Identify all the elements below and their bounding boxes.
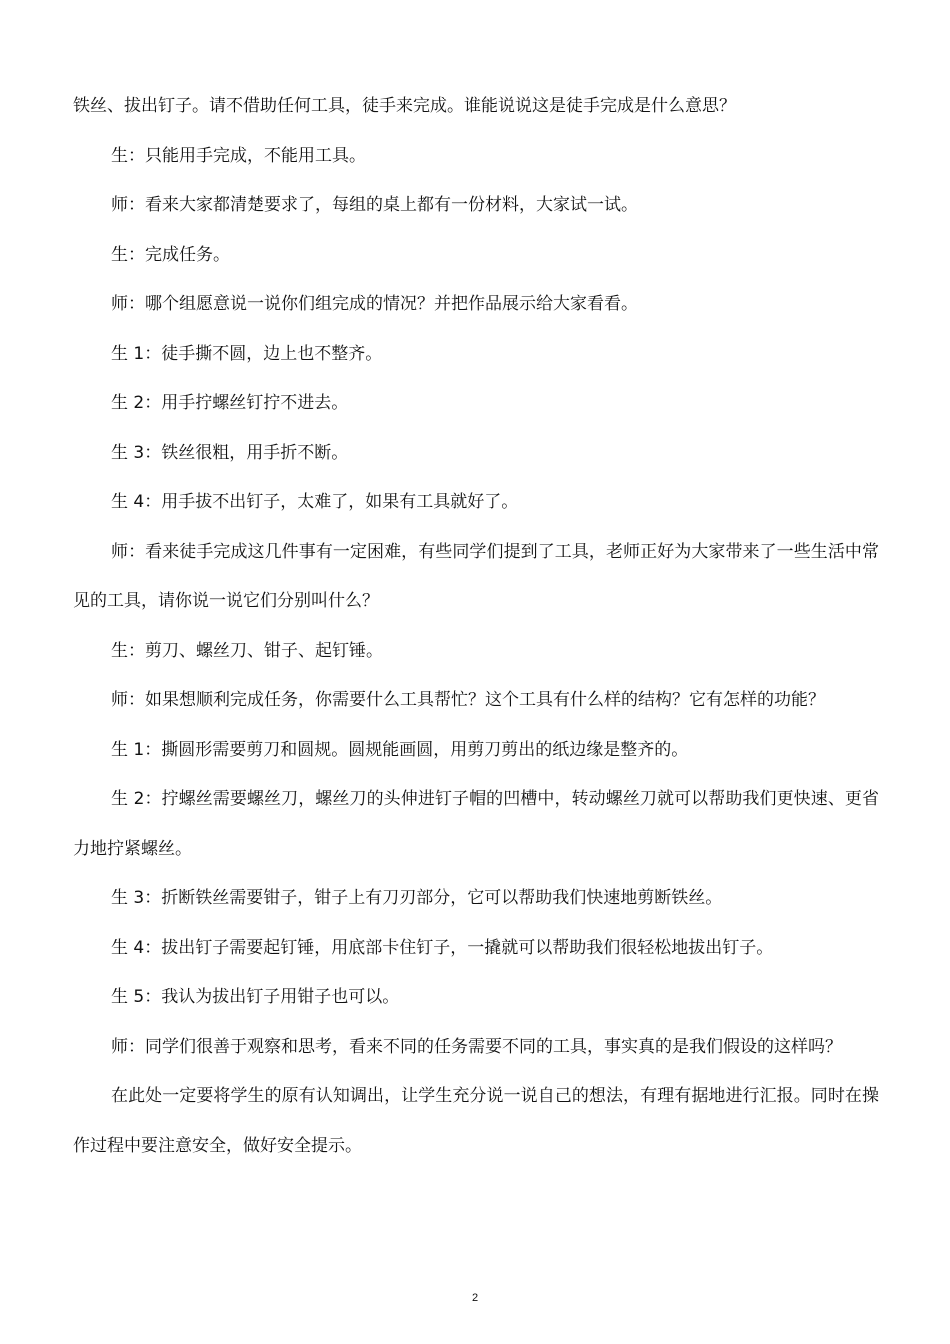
paragraph: 生 4：用手拔不出钉子，太难了，如果有工具就好了。 — [111, 492, 519, 512]
paragraph: 生 1：徒手撕不圆，边上也不整齐。 — [111, 343, 383, 364]
paragraph: 师：同学们很善于观察和思考，看来不同的任务需要不同的工具，事实真的是我们假设的这样吗？ — [111, 1036, 842, 1057]
paragraph: 生 4：拔出钉子需要起钉锤，用底部卡住钉子，一撬就可以帮助我们很轻松地拔出钉子。 — [111, 937, 774, 958]
paragraph: 生 2：用手拧螺丝钉拧不进去。 — [111, 393, 349, 413]
page-number: 2 — [471, 1292, 479, 1304]
paragraph: 铁丝、拔出钉子。请不借助任何工具，徒手来完成。谁能说说这是徒手完成是什么意思？ — [73, 96, 736, 116]
paragraph: 师：看来徒手完成这几件事有一定困难，有些同学们提到了工具，老师正好为大家带来了一些生活中常见的工具，请你说一说它们分别叫什么？ — [73, 541, 879, 611]
paragraph: 生 3：折断铁丝需要钳子，钳子上有刀刃部分，它可以帮助我们快速地剪断铁丝。 — [111, 888, 723, 908]
paragraph: 生 2：拧螺丝需要螺丝刀，螺丝刀的头伸进钉子帽的凹槽中，转动螺丝刀就可以帮助我们更快速、更省力地拧紧螺丝。 — [73, 789, 879, 859]
paragraph: 师：如果想顺利完成任务，你需要什么工具帮忙？这个工具有什么样的结构？它有怎样的功能？ — [111, 690, 825, 710]
paragraph: 生：剪刀、螺丝刀、钳子、起钉锤。 — [111, 640, 383, 661]
paragraph: 生 3：铁丝很粗，用手折不断。 — [111, 442, 349, 463]
paragraph: 生 5：我认为拔出钉子用钳子也可以。 — [111, 987, 400, 1007]
paragraph: 生：只能用手完成，不能用工具。 — [111, 145, 366, 166]
document-body — [73, 82, 879, 1171]
paragraph: 师：哪个组愿意说一说你们组完成的情况？并把作品展示给大家看看。 — [111, 294, 638, 314]
paragraph: 在此处一定要将学生的原有认知调出，让学生充分说一说自己的想法，有理有据地进行汇报。同时在操作过程中要注意安全，做好安全提示。 — [73, 1086, 879, 1156]
paragraph: 师：看来大家都清楚要求了，每组的桌上都有一份材料，大家试一试。 — [111, 195, 638, 215]
paragraph: 生 1：撕圆形需要剪刀和圆规。圆规能画圆，用剪刀剪出的纸边缘是整齐的。 — [111, 739, 689, 760]
paragraph: 生：完成任务。 — [111, 244, 230, 265]
